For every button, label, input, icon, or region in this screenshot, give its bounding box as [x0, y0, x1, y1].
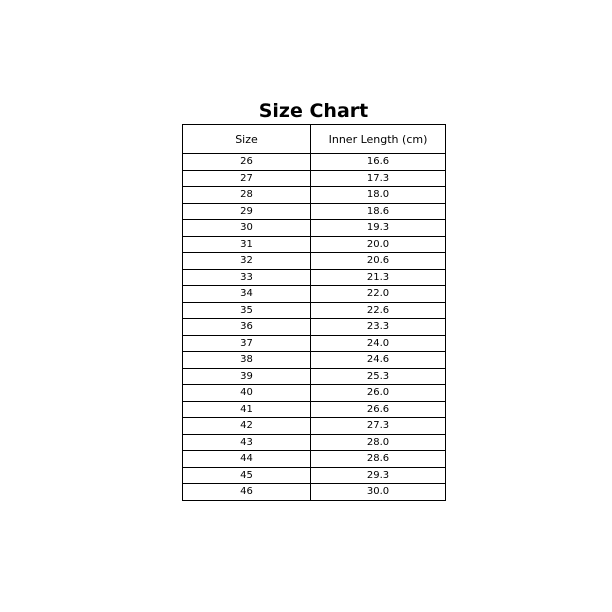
inner-length-cell: 29.3 — [311, 467, 446, 484]
table-row — [183, 253, 446, 270]
table-row — [183, 319, 446, 336]
table-row — [183, 352, 446, 369]
inner-length-cell: 24.0 — [311, 335, 446, 352]
inner-length-cell: 22.0 — [311, 286, 446, 303]
table-row — [183, 154, 446, 171]
table-row — [183, 401, 446, 418]
table-row — [183, 385, 446, 402]
inner-length-cell: 19.3 — [311, 220, 446, 237]
size-table — [182, 124, 446, 501]
table-row — [183, 170, 446, 187]
inner-length-cell: 17.3 — [311, 170, 446, 187]
size-cell: 39 — [183, 368, 311, 385]
inner-length-cell: 20.6 — [311, 253, 446, 270]
inner-length-cell: 28.0 — [311, 434, 446, 451]
inner-length-cell: 28.6 — [311, 451, 446, 468]
table-row — [183, 335, 446, 352]
size-cell: 27 — [183, 170, 311, 187]
size-cell: 35 — [183, 302, 311, 319]
size-cell: 40 — [183, 385, 311, 402]
table-header — [183, 125, 446, 154]
page-title: Size Chart — [258, 100, 369, 122]
column-header-inner-length: Inner Length (cm) — [311, 125, 446, 154]
table-row — [183, 269, 446, 286]
size-cell: 44 — [183, 451, 311, 468]
inner-length-cell: 22.6 — [311, 302, 446, 319]
inner-length-cell: 24.6 — [311, 352, 446, 369]
inner-length-cell: 25.3 — [311, 368, 446, 385]
size-cell: 41 — [183, 401, 311, 418]
table-row — [183, 236, 446, 253]
inner-length-cell: 30.0 — [311, 484, 446, 501]
table-body — [183, 154, 446, 501]
inner-length-cell: 23.3 — [311, 319, 446, 336]
table-row — [183, 286, 446, 303]
table-row — [183, 187, 446, 204]
size-cell: 31 — [183, 236, 311, 253]
table-row — [183, 203, 446, 220]
inner-length-cell: 26.0 — [311, 385, 446, 402]
inner-length-cell: 18.6 — [311, 203, 446, 220]
table-row — [183, 302, 446, 319]
size-cell: 45 — [183, 467, 311, 484]
table-row — [183, 368, 446, 385]
inner-length-cell: 18.0 — [311, 187, 446, 204]
size-cell: 29 — [183, 203, 311, 220]
table-row — [183, 434, 446, 451]
size-cell: 43 — [183, 434, 311, 451]
size-cell: 38 — [183, 352, 311, 369]
column-header-size: Size — [183, 125, 311, 154]
size-cell: 46 — [183, 484, 311, 501]
inner-length-cell: 27.3 — [311, 418, 446, 435]
inner-length-cell: 20.0 — [311, 236, 446, 253]
size-cell: 30 — [183, 220, 311, 237]
size-cell: 32 — [183, 253, 311, 270]
size-cell: 26 — [183, 154, 311, 171]
table-row — [183, 484, 446, 501]
size-cell: 42 — [183, 418, 311, 435]
inner-length-cell: 21.3 — [311, 269, 446, 286]
size-cell: 36 — [183, 319, 311, 336]
size-cell: 37 — [183, 335, 311, 352]
size-cell: 33 — [183, 269, 311, 286]
table-header-row — [183, 125, 446, 154]
table-row — [183, 220, 446, 237]
size-cell: 34 — [183, 286, 311, 303]
inner-length-cell: 26.6 — [311, 401, 446, 418]
table-row — [183, 418, 446, 435]
size-cell: 28 — [183, 187, 311, 204]
inner-length-cell: 16.6 — [311, 154, 446, 171]
table-row — [183, 467, 446, 484]
table-row — [183, 451, 446, 468]
